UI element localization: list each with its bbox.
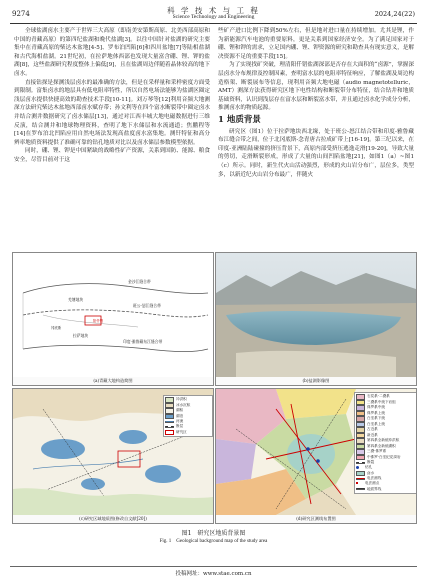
paragraph: 为了实现找矿突破，理清阳仟错盐湖深部是否存在大面积的“卤源”，掌握深层卤水分布规律及控制因素，查明富水层的电阻率特征响应，了解盐湖及周边构造格架、断裂展布等信息，现利用音频大地电磁（audio magnetotelluric，AMT）测深方法获得研究区地下电性结构和断裂带分布特征，结合钻井和地质基础资料，认识到浅层存在富水层和断裂富水带，并且通过卤水化学成分分析，推测卤水的物质起源。	[218, 62, 414, 112]
legend-item: 第四系全新统湖积	[356, 444, 416, 450]
legend-item: 电法测点	[356, 481, 416, 486]
panel-b-caption: (b)盐湖影像图	[302, 378, 330, 383]
label-yarlung: 印度-雅鲁藏布江缝合带	[123, 339, 163, 344]
panel-a-caption: (a)青藏大地构造简图	[93, 378, 133, 383]
panel-c-geology-map	[12, 388, 214, 524]
journal-title: 科 学 技 术 与 工 程	[167, 6, 260, 15]
legend-item: 断裂	[356, 460, 416, 465]
legend-item: 钻孔	[356, 465, 416, 470]
legend-item: 地质界线	[356, 487, 416, 492]
figure-caption-cn: 图1 研究区地质背景图	[181, 530, 246, 537]
legend-item: 侏罗系上统	[356, 411, 416, 417]
legend-item: 侏罗系中统	[356, 405, 416, 411]
legend-item: 白垩系下统	[356, 416, 416, 422]
legend-item: 研究区	[165, 430, 211, 436]
panel-c-legend	[163, 395, 213, 437]
legend-item: 第四系全新统冲洪积	[356, 438, 416, 444]
issue-number: 2024,24(22)	[374, 10, 415, 18]
legend-item: 湖积	[165, 408, 211, 414]
legend-item: 电法测线	[356, 476, 416, 481]
panel-c-caption: (c)研究区域地质图(修改自文献[20])	[79, 516, 147, 521]
legend-item: 湖泊	[165, 414, 211, 420]
paragraph: 全球盐湖卤水主要产于世界三大高原（即南美安第斯高原、北美西部高原和中国的青藏高原）的第四纪盐湖和晚代盐湖[3]。以往中国针对盐湖的研究主要集中在青藏高原的柴达木盆地[4-5]、罗布泊凹陷[6]和四川盆地[7]等陆相盐湖和古代海相盐湖。21世纪初，在拉萨地体西部也发现大量富含硼、锂、钾的盐湖[8]，这些盐湖研究程度整体上偏低[9]，且在盐湖周边伴随着晶体较高的地下卤水。	[14, 28, 210, 77]
label-bangong: 班公-怒江缝合带	[133, 303, 161, 308]
figure-1	[10, 252, 417, 524]
paragraph: 研究区（图1）位于拉萨地块西北缘，处于班公-怒江结合带和印度-雅鲁藏布江缝合带之间，位于北冈底斯-念青唐古拉成矿带上[16-19]。第三纪以来，在印度-亚洲陆陆碰撞的挤压背景下，高原内部受挤压逃逸走滑[19-20]，导致大量的剪切，走滑断裂形成，形成了大量的山间凹陷盆地[21]，如图1（a）~图1（c）所示。同时，新生代火山活动强烈，形成的火山岩分布广，层位多，类型多，以新近纪火山岩分布最广，伴随火	[218, 128, 414, 178]
footer-url: 投稿网址：www.stae.com.cn	[175, 571, 252, 577]
header-rule	[10, 23, 417, 24]
footer-rule	[10, 566, 417, 567]
legend-item: 三叠-侏罗系	[356, 449, 416, 455]
lake-photo-svg	[216, 253, 416, 377]
panel-d-legend	[354, 392, 417, 494]
legend-item: 白垩系上统	[356, 422, 416, 428]
page-number: 9274	[12, 10, 30, 18]
paragraph: 直接钻探是探测浅层卤水的最准确的方法，但是在采样量和采样密度方面受到限制。富集卤水的地层具有低电阻率特性，所以自然电场法能够为盐湖区圈定浅层卤水提供快捷高效的勘查技术手段[10-11]。刘万琴等[12]利用音频大地测深方法研究柴达木盆地西部卤水赋存带；孙文利等在四个富水断裂带中圈定卤水并结合测井数据研究了卤水储层[13]，通过对江西丰城大地电磁数据进行三维反演，结合测井和地球物理资料，查明了地下水储层和水流通道；焦鹏程等[14]在罗布泊北凹陷应用自然电场法发现高盐度卤水富集地。测钎特征和高分辨率地质资料提供了准确可靠的钻孔地质对比以及卤水储层参数模型依据。	[14, 79, 210, 146]
panel-d-survey-map	[215, 388, 417, 524]
legend-item: 石炭系-二叠系	[356, 394, 416, 400]
paragraph: 同时，硼、锂、钾是中国紧缺的战略性矿产资源，关系到国防、能源、粮食安全，尽管目前对于这	[14, 148, 210, 163]
legend-item: 中侏罗-白垩纪花岗岩	[356, 455, 416, 461]
legend-item: 三叠系中统下岩组	[356, 400, 416, 406]
label-qiangtang-block: 羌塘地块	[68, 297, 84, 302]
legend-item: 冲洪积	[165, 397, 211, 403]
legend-item: 断层	[165, 424, 211, 429]
label-lhasa-block: 拉萨地块	[73, 333, 89, 338]
panel-b-lake-photo	[215, 252, 417, 386]
legend-item: 新近系	[356, 433, 416, 439]
right-column	[218, 27, 414, 179]
label-jinsha: 金沙江缝合带	[128, 279, 151, 284]
section-heading: 1 地质背景	[218, 114, 261, 125]
journal-subtitle: Science Technology and Engineering	[172, 14, 255, 20]
left-column	[14, 27, 210, 165]
label-study-lake: 阳仟错	[93, 319, 104, 323]
figure-caption-en: Fig. 1 Geological background map of the study area	[159, 539, 268, 544]
legend-item: 冰水沉积	[165, 403, 211, 409]
legend-item: 卤水	[356, 471, 416, 477]
tectonic-map-svg	[13, 253, 213, 377]
label-gangdese: 冈底斯	[51, 326, 62, 330]
panel-a-tectonic-map	[12, 252, 214, 386]
legend-item: 古近系	[356, 427, 416, 433]
paragraph: 些矿产进口比例下降到50%左右，但是地对进口量在持续增加。尤其是锂，作为新能源汽车电池的重要原料，更是关系到国家经济安全。为了满足国家对于硼、锂和钾的需求，立足国内硼、锂、钾资源的研究和勘查具有现实意义，是解决资源不足的重要手段[15]。	[218, 28, 414, 60]
panel-d-caption: (d)研究区测线布置图	[296, 516, 336, 521]
legend-item: 河流	[165, 419, 211, 424]
